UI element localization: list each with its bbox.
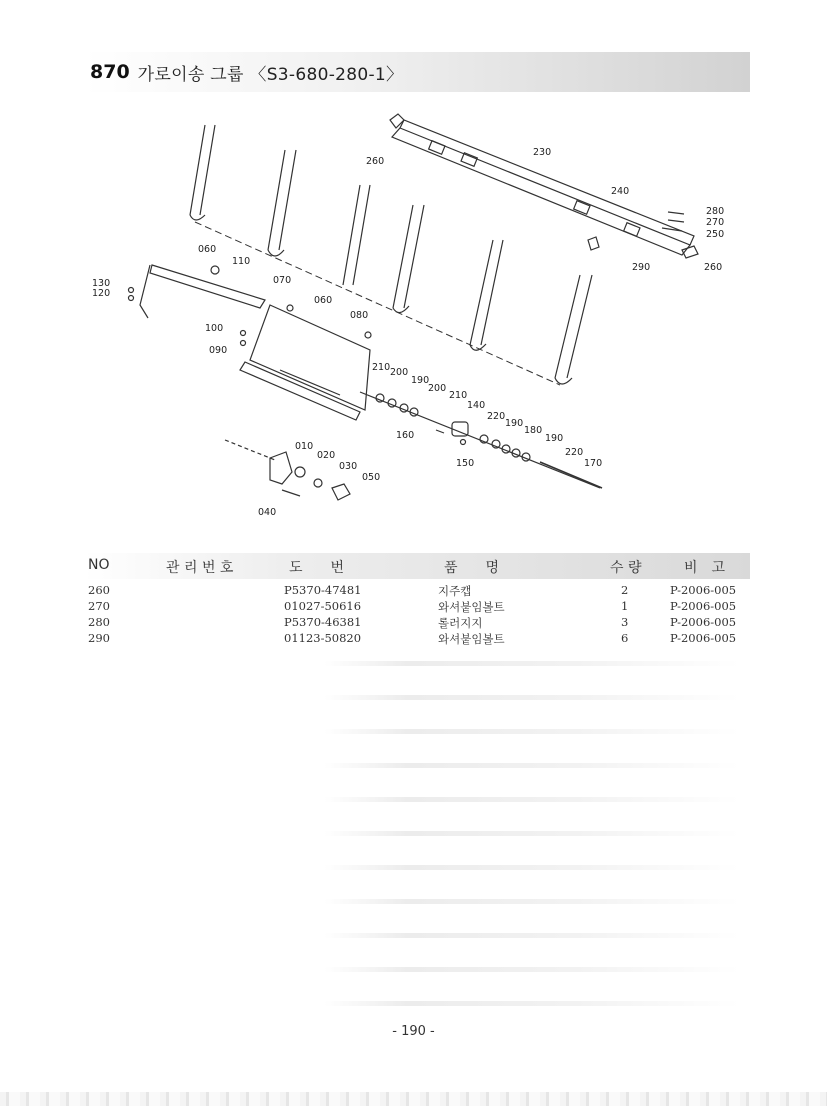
label-250: 250 (706, 229, 725, 240)
section-title: 가로이송 그룹 〈S3-680-280-1〉 (137, 64, 404, 85)
label-070: 070 (273, 275, 292, 286)
cell-drawing: 01027-50616 (284, 599, 362, 613)
label-100: 100 (205, 323, 224, 334)
label-210-b: 210 (449, 390, 468, 401)
cell-remark: P-2006-005 (670, 615, 737, 629)
label-170: 170 (584, 458, 603, 469)
table-row (84, 583, 750, 599)
label-190-c: 190 (545, 433, 564, 444)
label-200-b: 200 (428, 383, 447, 394)
parts-table-header (84, 553, 750, 579)
label-080: 080 (350, 310, 369, 321)
cell-qty: 6 (621, 631, 629, 645)
label-030: 030 (339, 461, 358, 472)
label-220-a: 220 (487, 411, 506, 422)
header-remark: 비 고 (684, 560, 726, 576)
cell-drawing: 01123-50820 (284, 631, 362, 645)
header-part-name: 품 명 (444, 560, 500, 576)
label-020: 020 (317, 450, 336, 461)
cell-drawing: P5370-47481 (284, 583, 362, 597)
cell-remark: P-2006-005 (670, 599, 737, 613)
label-140: 140 (467, 400, 486, 411)
parts-table-body (84, 583, 750, 647)
section-number: 870 (90, 61, 130, 83)
label-060-a: 060 (198, 244, 217, 255)
label-190-a: 190 (411, 375, 430, 386)
cell-qty: 1 (621, 599, 629, 613)
label-260-a: 260 (366, 156, 385, 167)
label-040: 040 (258, 507, 277, 518)
label-190-b: 190 (505, 418, 524, 429)
label-120: 120 (92, 288, 111, 299)
label-180: 180 (524, 425, 543, 436)
page-number: - 190 - (392, 1024, 435, 1039)
section-title-bar (84, 52, 750, 92)
cell-drawing: P5370-46381 (284, 615, 362, 629)
label-220-b: 220 (565, 447, 584, 458)
label-290: 290 (632, 262, 651, 273)
label-260-b: 260 (704, 262, 723, 273)
cell-name: 지주캡 (438, 584, 472, 598)
label-210-a: 210 (372, 362, 391, 373)
label-130: 130 (92, 278, 111, 289)
label-200-a: 200 (390, 367, 409, 378)
cell-name: 와셔붙임볼트 (438, 600, 505, 614)
label-270: 270 (706, 217, 725, 228)
label-090: 090 (209, 345, 228, 356)
header-no: NO (88, 557, 110, 573)
table-row (84, 615, 750, 631)
label-150: 150 (456, 458, 475, 469)
cell-qty: 2 (621, 583, 629, 597)
label-010: 010 (295, 441, 314, 452)
label-280: 280 (706, 206, 725, 217)
header-quantity: 수 량 (610, 560, 642, 576)
table-row (84, 599, 750, 615)
cell-no: 260 (88, 583, 110, 597)
empty-table-rows (84, 645, 750, 1019)
cell-qty: 3 (621, 615, 629, 629)
exploded-parts-diagram (0, 95, 827, 525)
cell-name: 와셔붙임볼트 (438, 632, 505, 646)
header-management-number: 관 리 번 호 (166, 560, 234, 576)
cell-remark: P-2006-005 (670, 631, 737, 645)
label-110: 110 (232, 256, 251, 267)
label-160: 160 (396, 430, 415, 441)
label-230: 230 (533, 147, 552, 158)
label-050: 050 (362, 472, 381, 483)
label-240: 240 (611, 186, 630, 197)
cell-no: 280 (88, 615, 110, 629)
cell-name: 롤러지지 (438, 616, 483, 630)
cell-remark: P-2006-005 (670, 583, 737, 597)
label-060-b: 060 (314, 295, 333, 306)
cell-no: 270 (88, 599, 110, 613)
cell-no: 290 (88, 631, 110, 645)
scan-edge (0, 1092, 827, 1106)
header-drawing-number: 도 번 (289, 560, 345, 576)
